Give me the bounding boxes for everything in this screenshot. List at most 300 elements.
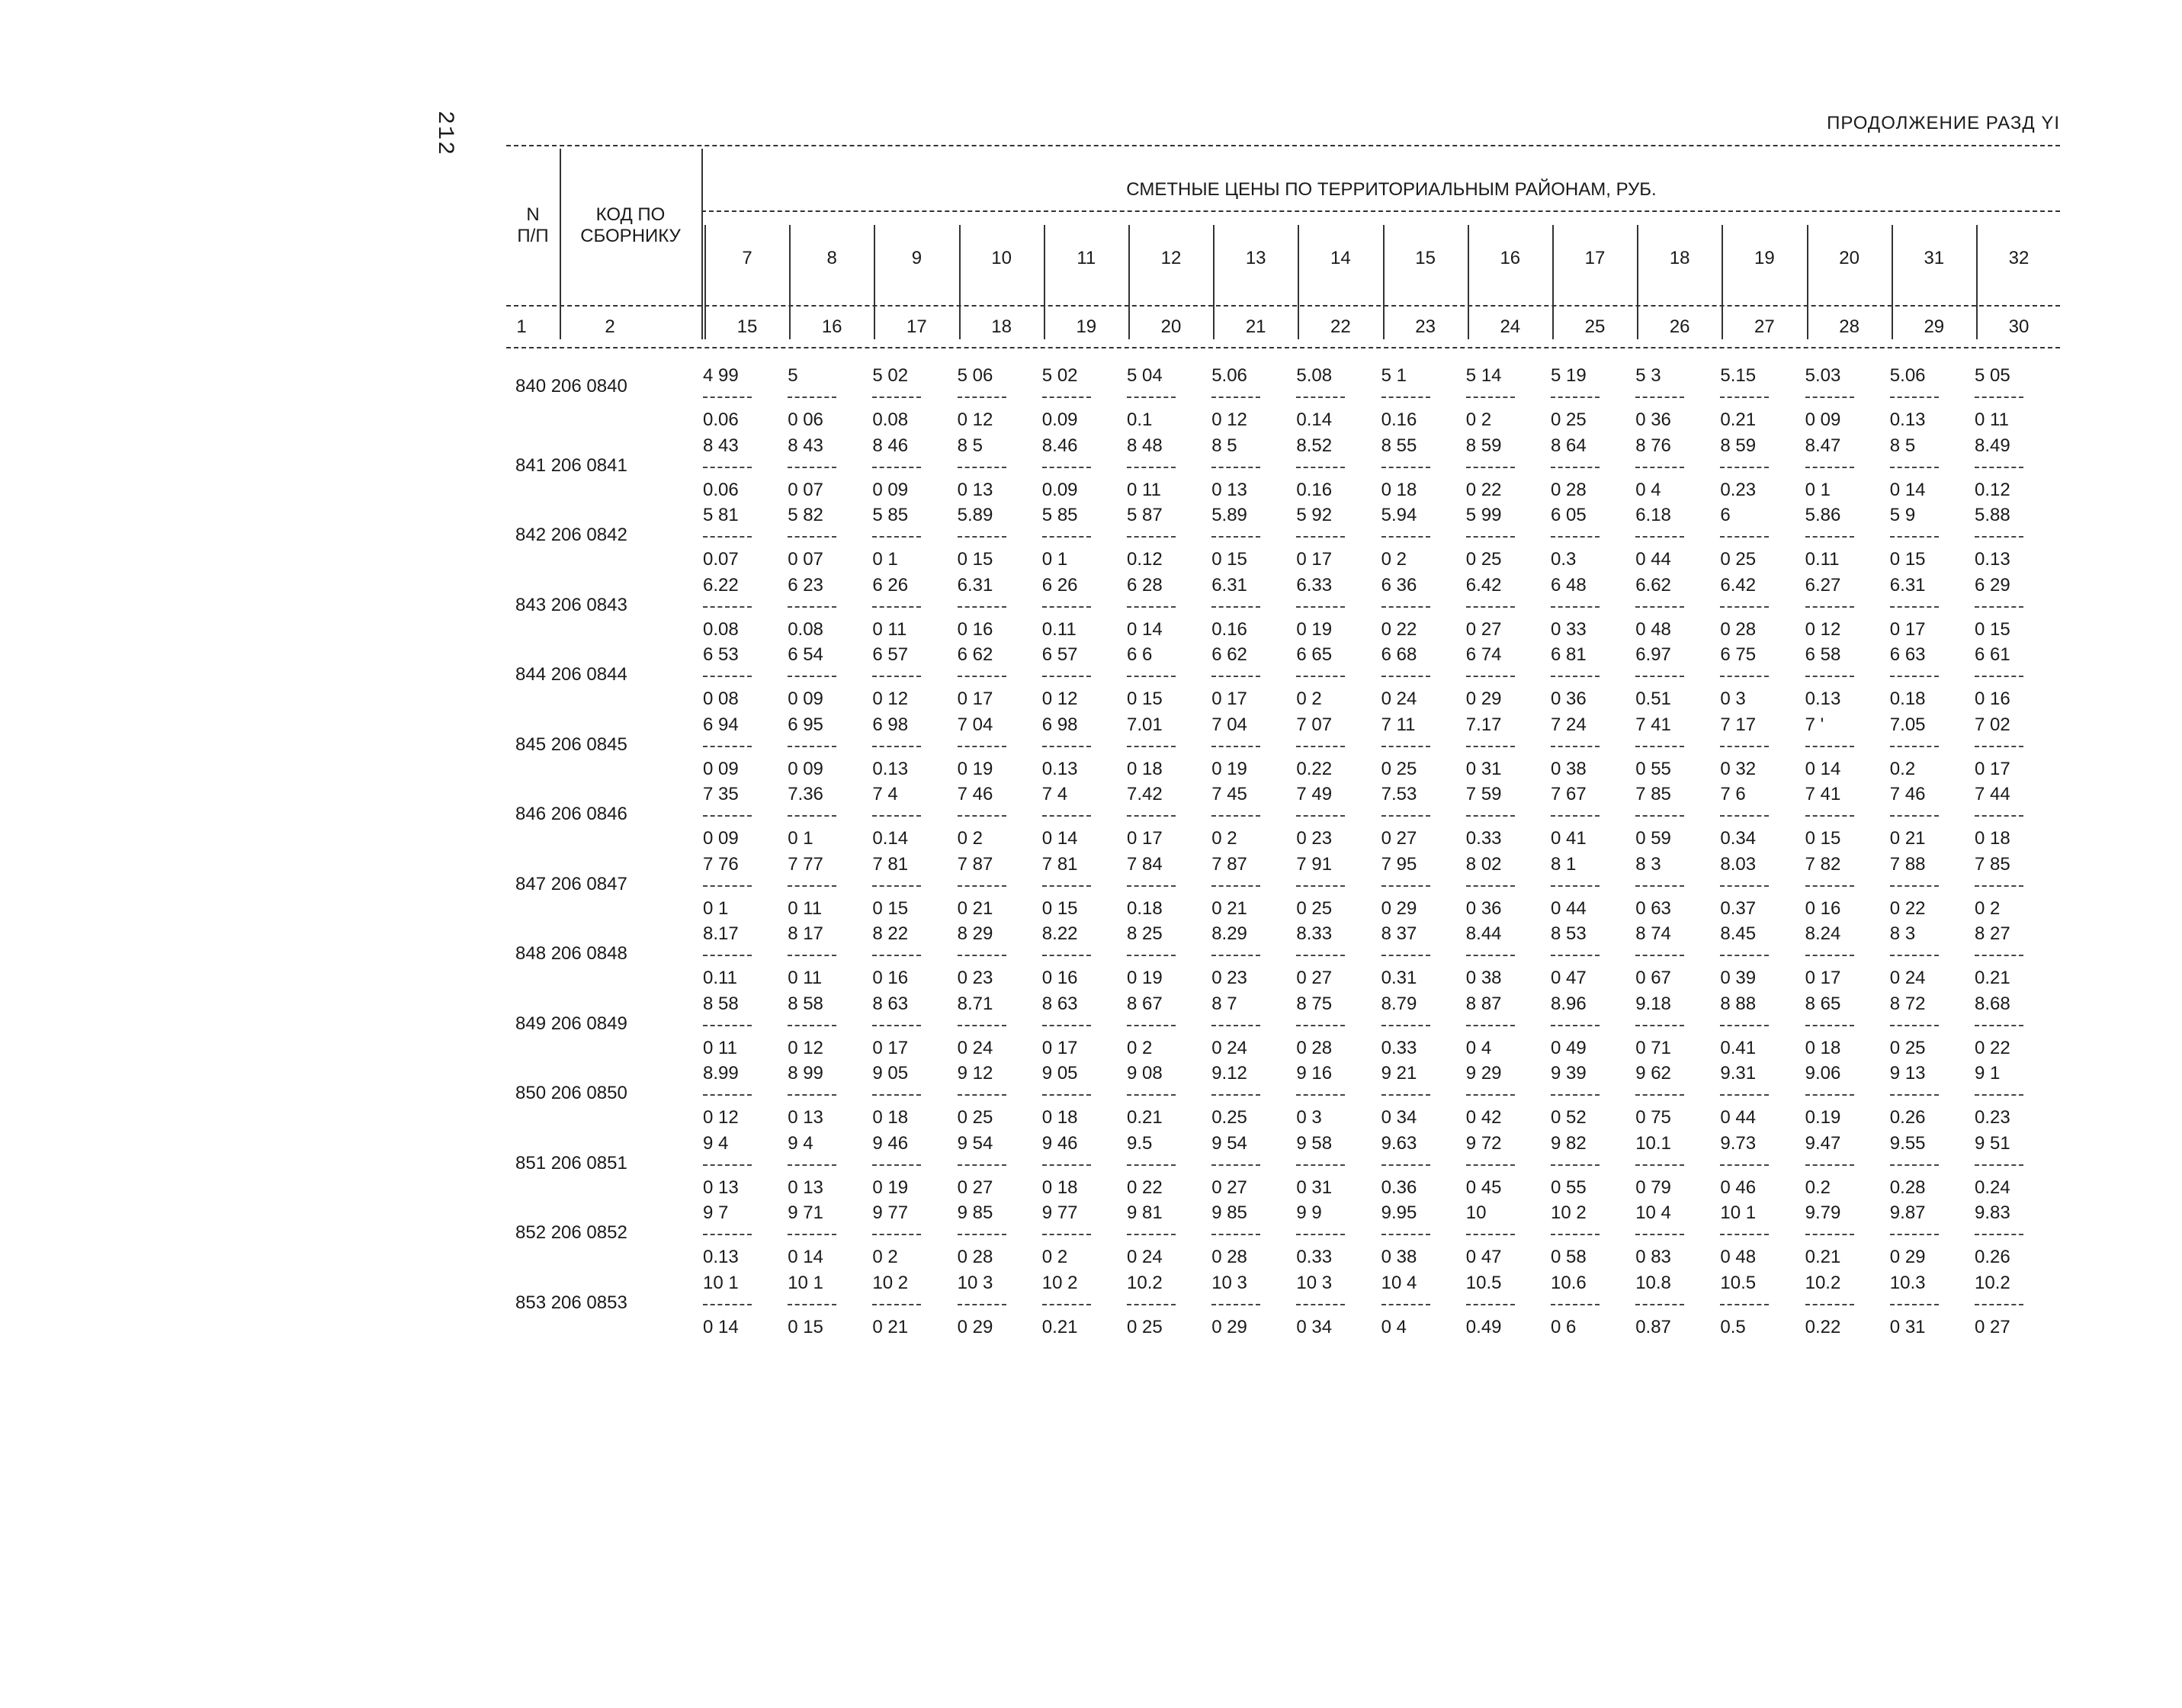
fraction-rule [1211,1304,1260,1305]
fraction-rule [1127,467,1176,468]
price-cell: 8.24 [1805,923,1841,944]
price-cell: 9 29 [1465,1063,1502,1084]
header-sub-rule [701,210,2060,212]
fraction-rule [1042,1234,1091,1235]
fraction-rule [1635,815,1684,817]
price-cell: 10 2 [1551,1202,1587,1223]
fraction-rule [1975,1025,2023,1026]
column-divider [1637,225,1638,339]
price-cell: 0 23 [1211,968,1247,988]
price-cell: 8.29 [1211,923,1247,944]
price-cell: 8.52 [1296,435,1333,456]
price-cell: 8 72 [1889,993,1926,1014]
price-cell: 10 4 [1635,1202,1671,1223]
price-cell: 0 16 [872,968,909,988]
fraction-rule [1720,815,1769,817]
price-cell: 0 41 [1551,828,1587,849]
price-cell: 0 09 [703,758,739,779]
column-divider [1383,225,1385,339]
price-cell: 7.53 [1381,784,1417,804]
price-cell: 8 63 [1041,993,1078,1014]
fraction-rule [1211,467,1260,468]
price-cell: 8 55 [1381,435,1417,456]
price-cell: 5 9 [1889,505,1916,525]
price-cell: 0 24 [957,1037,993,1058]
price-cell: 9 7 [703,1202,729,1223]
price-cell: 0 44 [1720,1107,1757,1128]
price-cell: 6 54 [788,644,823,665]
column-divider [874,225,875,339]
price-cell: 9 16 [1296,1063,1333,1084]
district-header: 9 [911,248,923,268]
fraction-rule [1551,396,1600,398]
price-cell: 0 06 [788,409,823,430]
price-cell: 8 53 [1551,923,1587,944]
price-cell: 6 58 [1805,644,1841,665]
price-cell: 0.51 [1635,689,1671,709]
price-cell: 9 1 [1975,1063,2001,1084]
price-cell: 0 14 [703,1316,739,1337]
fraction-rule [1381,1234,1430,1235]
price-cell: 6 28 [1127,574,1163,596]
fraction-rule [1381,396,1430,398]
price-cell: 5.89 [1211,505,1247,525]
fraction-rule [1551,676,1600,677]
fraction-rule [872,885,921,887]
fraction-rule [1975,955,2023,956]
price-cell: 0 3 [1296,1107,1322,1128]
price-cell: 7 41 [1635,714,1671,735]
fraction-rule [1635,1094,1684,1096]
price-cell: 0.08 [703,618,739,640]
fraction-rule [1296,1094,1345,1096]
price-cell: 0.16 [1296,479,1333,500]
header-mid-rule [506,305,2060,307]
price-cell: 9.95 [1381,1202,1417,1223]
price-cell: 0 48 [1720,1247,1757,1267]
fraction-rule [1805,746,1854,747]
price-cell: 5.94 [1381,505,1417,525]
price-cell: 5 05 [1975,365,2010,386]
fraction-rule [1381,746,1430,747]
price-cell: 0.06 [703,409,739,430]
price-cell: 10.1 [1635,1132,1671,1154]
price-cell: 0 12 [872,689,909,709]
price-cell: 0.26 [1889,1107,1926,1128]
price-cell: 9 05 [872,1063,909,1084]
price-cell: 0 46 [1720,1177,1757,1198]
price-cell: 10.2 [1975,1272,2010,1293]
price-cell: 0 28 [1720,618,1757,640]
column-divider [1807,225,1808,339]
price-cell: 7 95 [1381,853,1417,875]
price-cell: 0 11 [1127,479,1161,500]
fraction-rule [1127,815,1176,817]
price-cell: 10 2 [1041,1272,1078,1293]
price-cell: 0 23 [957,968,993,988]
price-cell: 6 26 [872,574,909,596]
district-header: 32 [2008,248,2030,268]
price-cell: 6 6 [1127,644,1153,665]
column-divider [1128,225,1130,339]
fraction-rule [872,396,921,398]
fraction-rule [872,606,921,608]
column-index: 25 [1584,316,1606,337]
row-label: 847 206 0847 [515,873,627,894]
fraction-rule [1805,1164,1854,1166]
fraction-rule [1381,1164,1430,1166]
fraction-rule [1466,1025,1515,1026]
price-cell: 6 65 [1296,644,1333,665]
price-cell: 7 17 [1720,714,1757,735]
fraction-rule [1381,955,1430,956]
price-cell: 5.88 [1975,505,2010,525]
price-cell: 5 02 [1041,365,1078,386]
price-cell: 8 59 [1465,435,1502,456]
fraction-rule [788,1234,836,1235]
price-cell: 8 65 [1805,993,1841,1014]
fraction-rule [872,1164,921,1166]
price-cell: 6 48 [1551,574,1587,596]
price-cell: 0.13 [1975,549,2010,570]
price-cell: 0 44 [1635,549,1671,570]
fraction-rule [1042,1094,1091,1096]
price-cell: 8.22 [1041,923,1078,944]
price-cell: 0 18 [1041,1107,1078,1128]
price-cell: 9.83 [1975,1202,2010,1223]
price-cell: 0 25 [1127,1316,1163,1337]
row-label: 852 206 0852 [515,1222,627,1243]
price-cell: 0.13 [1889,409,1926,430]
fraction-rule [1720,746,1769,747]
price-cell: 0 1 [703,897,729,919]
fraction-rule [1211,1234,1260,1235]
price-cell: 0 4 [1381,1316,1407,1337]
price-cell: 0.13 [872,758,909,779]
fraction-rule [1042,676,1091,677]
price-cell: 0 13 [1211,479,1247,500]
price-cell: 9.31 [1720,1063,1757,1084]
fraction-rule [1211,815,1260,817]
price-cell: 7 11 [1381,714,1416,735]
row-label: 851 206 0851 [515,1152,627,1173]
fraction-rule [1466,1304,1515,1305]
fraction-rule [703,1025,752,1026]
price-cell: 7 02 [1975,714,2010,735]
price-cell: 9 62 [1635,1063,1671,1084]
price-cell: 0.3 [1551,549,1577,570]
fraction-rule [1720,606,1769,608]
fraction-rule [958,1164,1006,1166]
price-cell: 9.55 [1889,1132,1926,1154]
fraction-rule [1890,606,1939,608]
column-divider [1213,225,1215,339]
district-header: 16 [1500,248,1521,268]
fraction-rule [1720,885,1769,887]
price-cell: 5 06 [957,365,993,386]
fraction-rule [1805,606,1854,608]
price-cell: 0 11 [1975,409,2009,430]
fraction-rule [1296,815,1345,817]
price-cell: 9.06 [1805,1063,1841,1084]
fraction-rule [958,1304,1006,1305]
price-cell: 0 22 [1127,1177,1163,1198]
price-cell: 8 1 [1551,853,1577,875]
price-cell: 0.18 [1889,689,1926,709]
fraction-rule [1720,1234,1769,1235]
price-cell: 6.22 [703,574,739,596]
price-cell: 10 3 [957,1272,993,1293]
price-cell: 6 23 [788,574,823,596]
fraction-rule [703,1094,752,1096]
column-divider [701,149,703,339]
fraction-rule [872,1234,921,1235]
price-cell: 0 11 [872,618,907,640]
fraction-rule [1975,606,2023,608]
price-cell: 10 3 [1211,1272,1247,1293]
price-cell: 9.73 [1720,1132,1757,1154]
price-cell: 5 82 [788,505,823,525]
price-cell: 9.5 [1127,1132,1153,1154]
fraction-rule [1042,746,1091,747]
fraction-rule [788,396,836,398]
fraction-rule [1635,606,1684,608]
price-cell: 5.06 [1889,365,1926,386]
price-cell: 5 92 [1296,505,1333,525]
fraction-rule [1890,815,1939,817]
price-cell: 0.23 [1720,479,1757,500]
price-cell: 0 36 [1635,409,1671,430]
price-cell: 0 11 [703,1037,737,1058]
price-cell: 4 99 [703,365,739,386]
price-cell: 0 15 [1041,897,1078,919]
price-cell: 0 16 [957,618,993,640]
price-cell: 0.09 [1041,409,1078,430]
fraction-rule [1890,1025,1939,1026]
price-cell: 10 1 [1720,1202,1757,1223]
fraction-rule [1551,815,1600,817]
fraction-rule [1296,1234,1345,1235]
price-cell: 0 25 [1889,1037,1926,1058]
price-cell: 0 29 [1465,689,1502,709]
fraction-rule [1890,746,1939,747]
price-cell: 0 27 [1211,1177,1247,1198]
header-bottom-rule [506,347,2060,348]
fraction-rule [1466,746,1515,747]
column-divider [704,225,706,339]
price-cell: 0 09 [788,758,823,779]
fraction-rule [1127,536,1176,538]
fraction-rule [788,1304,836,1305]
fraction-rule [1635,955,1684,956]
price-cell: 0 31 [1889,1316,1926,1337]
price-cell: 7 4 [1041,784,1068,804]
fraction-rule [1635,536,1684,538]
price-cell: 9 71 [788,1202,823,1223]
column-divider [789,225,791,339]
fraction-rule [1296,1304,1345,1305]
price-cell: 5 87 [1127,505,1163,525]
price-cell: 0 33 [1551,618,1587,640]
fraction-rule [1975,1234,2023,1235]
fraction-rule [1211,536,1260,538]
price-cell: 0 38 [1381,1247,1417,1267]
row-label: 846 206 0846 [515,804,627,824]
fraction-rule [1720,536,1769,538]
price-cell: 7.01 [1127,714,1163,735]
price-cell: 9.87 [1889,1202,1926,1223]
price-cell: 7.05 [1889,714,1926,735]
district-header: 31 [1924,248,1945,268]
fraction-rule [1127,1094,1176,1096]
fraction-rule [1805,1094,1854,1096]
price-cell: 0 09 [1805,409,1841,430]
price-cell: 0.08 [788,618,823,640]
fraction-rule [1211,1025,1260,1026]
fraction-rule [703,676,752,677]
fraction-rule [1975,467,2023,468]
fraction-rule [1805,676,1854,677]
price-cell: 0.11 [1805,549,1840,570]
fraction-rule [1635,885,1684,887]
price-cell: 0 36 [1465,897,1502,919]
price-cell: 7 77 [788,853,823,875]
fraction-rule [1296,606,1345,608]
price-cell: 9 08 [1127,1063,1163,1084]
fraction-rule [872,1304,921,1305]
price-cell: 7 82 [1805,853,1841,875]
fraction-rule [1551,1025,1600,1026]
fraction-rule [1805,1025,1854,1026]
price-cell: 8 43 [703,435,739,456]
fraction-rule [788,955,836,956]
price-cell: 9.63 [1381,1132,1417,1154]
fraction-rule [703,1304,752,1305]
price-cell: 8.47 [1805,435,1841,456]
fraction-rule [958,1234,1006,1235]
price-cell: 0 24 [1381,689,1417,709]
fraction-rule [1127,1025,1176,1026]
column-divider [1552,225,1554,339]
price-cell: 0.13 [1041,758,1078,779]
fraction-rule [703,815,752,817]
price-cell: 5.89 [957,505,993,525]
price-cell: 9 85 [1211,1202,1247,1223]
row-label: 842 206 0842 [515,525,627,545]
price-cell: 0 2 [1041,1247,1068,1267]
fraction-rule [1890,1164,1939,1166]
price-cell: 0 27 [1975,1316,2010,1337]
fraction-rule [1720,1164,1769,1166]
price-cell: 9 51 [1975,1132,2010,1154]
price-cell: 7 04 [957,714,993,735]
price-cell: 6 29 [1975,574,2010,596]
price-cell: 0.21 [1041,1316,1078,1337]
fraction-rule [788,1164,836,1166]
price-cell: 7 46 [957,784,993,804]
fraction-rule [1296,676,1345,677]
price-cell: 6 36 [1381,574,1417,596]
fraction-rule [1381,885,1430,887]
fraction-rule [788,815,836,817]
price-cell: 7 41 [1805,784,1841,804]
fraction-rule [1890,536,1939,538]
fraction-rule [1635,746,1684,747]
price-cell: 10.3 [1889,1272,1926,1293]
fraction-rule [1381,606,1430,608]
price-cell: 0 16 [1041,968,1078,988]
price-cell: 0 17 [1127,828,1163,849]
price-cell: 8 76 [1635,435,1671,456]
price-cell: 8 3 [1889,923,1916,944]
price-cell: 0 13 [703,1177,739,1198]
fraction-rule [1127,885,1176,887]
code-label: КОД ПО СБОРНИКУ [580,204,681,246]
price-cell: 0 52 [1551,1107,1587,1128]
price-cell: 9 9 [1296,1202,1322,1223]
price-cell: 6.31 [1889,574,1926,596]
price-cell: 0 4 [1465,1037,1492,1058]
column-divider [1976,225,1978,339]
price-cell: 0 2 [1975,897,2001,919]
column-index: 29 [1924,316,1945,337]
district-header: 15 [1415,248,1436,268]
price-cell: 8 5 [1211,435,1237,456]
price-cell: 0 24 [1211,1037,1247,1058]
fraction-rule [1551,536,1600,538]
price-cell: 0 25 [957,1107,993,1128]
price-cell: 8.49 [1975,435,2010,456]
price-cell: 8.46 [1041,435,1078,456]
price-cell: 0 22 [1381,618,1417,640]
price-cell: 9 77 [872,1202,909,1223]
fraction-rule [1551,1164,1600,1166]
price-cell: 6.27 [1805,574,1841,596]
price-cell: 0 2 [1296,689,1322,709]
price-cell: 7 85 [1635,784,1671,804]
fraction-rule [1551,1094,1600,1096]
price-cell: 0 83 [1635,1247,1671,1267]
fraction-rule [1975,676,2023,677]
fraction-rule [1127,606,1176,608]
price-cell: 0 11 [788,897,823,919]
fraction-rule [788,1094,836,1096]
fraction-rule [703,955,752,956]
price-cell: 0.12 [1975,479,2010,500]
price-cell: 9.79 [1805,1202,1841,1223]
fraction-rule [1635,1304,1684,1305]
fraction-rule [1551,1234,1600,1235]
fraction-rule [958,396,1006,398]
price-cell: 0 17 [1211,689,1247,709]
price-cell: 0 2 [1211,828,1237,849]
price-cell: 7 07 [1296,714,1333,735]
price-cell: 6 62 [957,644,993,665]
fraction-rule [1720,1304,1769,1305]
price-cell: 0 18 [1041,1177,1078,1198]
price-cell: 7 67 [1551,784,1587,804]
header-top-rule [506,145,2060,146]
price-cell: 0.34 [1720,828,1757,849]
column-index: 30 [2008,316,2030,337]
price-cell: 0.21 [1975,968,2010,988]
price-cell: 0 2 [1127,1037,1153,1058]
price-cell: 9 72 [1465,1132,1502,1154]
price-cell: 5 85 [1041,505,1078,525]
price-cell: 9 12 [957,1063,993,1084]
fraction-rule [872,676,921,677]
price-cell: 0 29 [1381,897,1417,919]
